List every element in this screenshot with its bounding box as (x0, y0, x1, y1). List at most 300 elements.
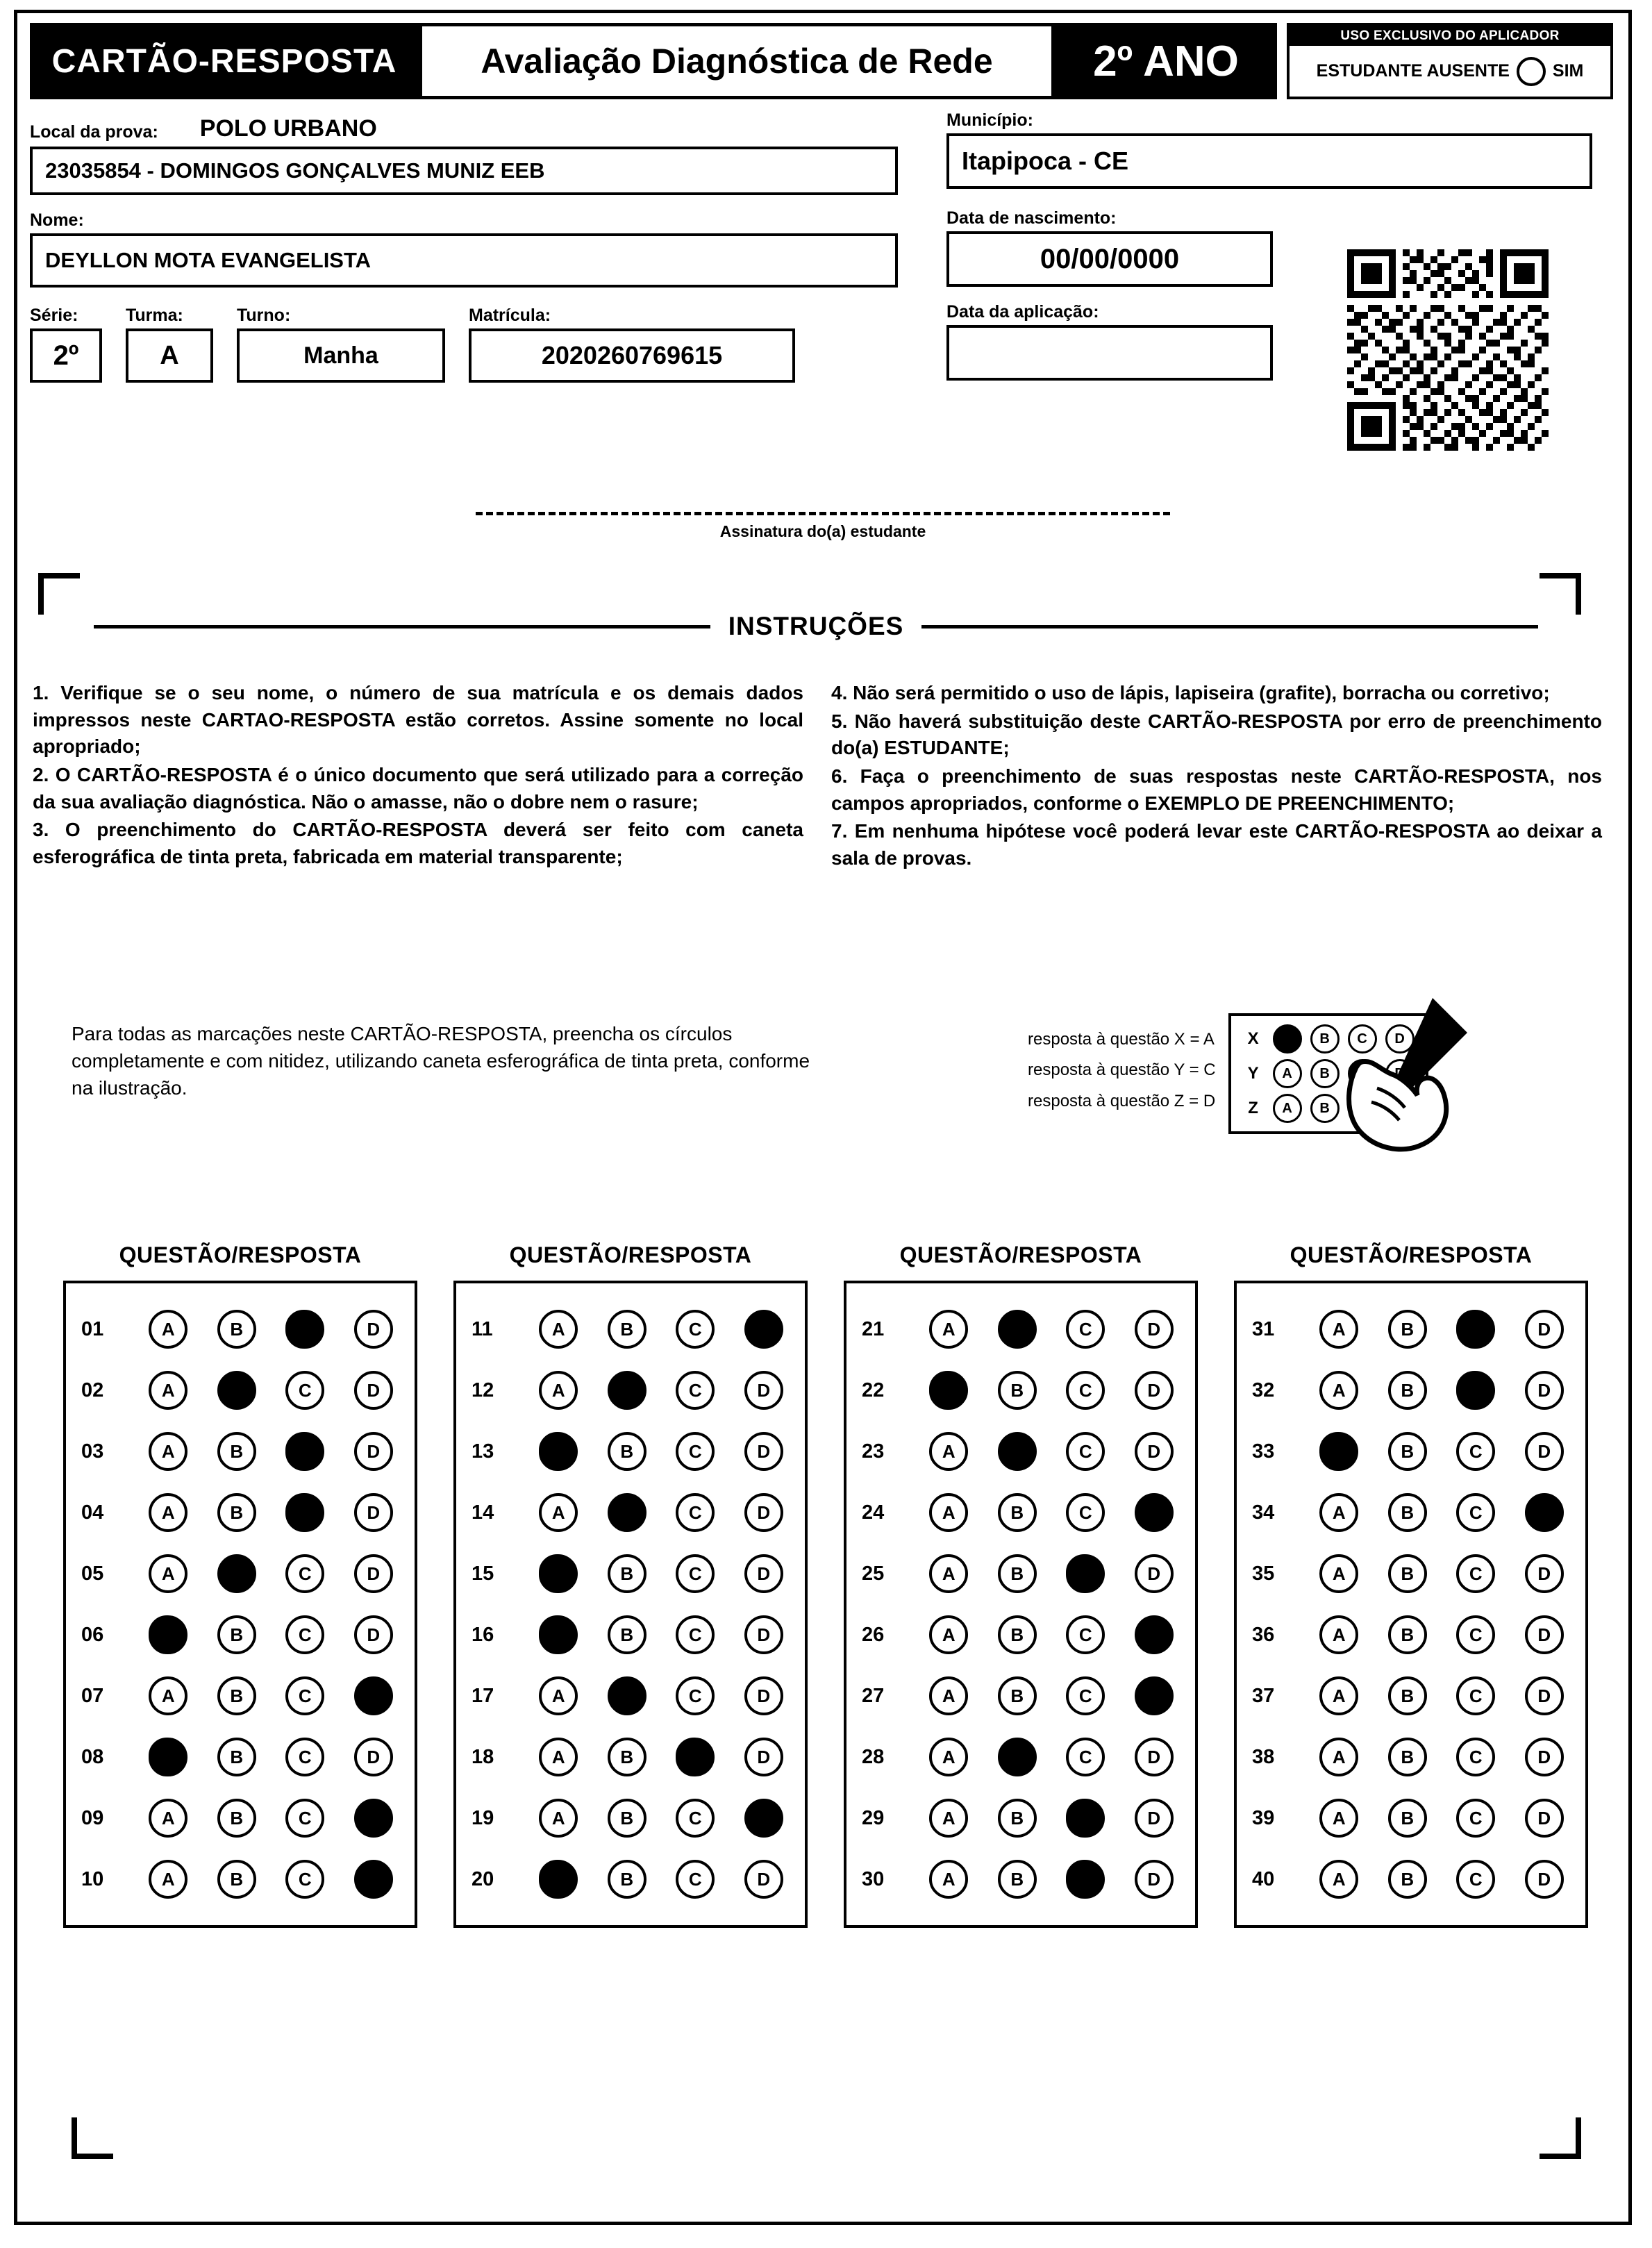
option-a[interactable]: A (539, 1371, 578, 1410)
option-c[interactable] (676, 1738, 715, 1776)
absent-yes-bubble[interactable] (1517, 57, 1546, 86)
answer-column-4 (1216, 1242, 1606, 1928)
matricula-field: 2020260769615 (469, 328, 795, 383)
table-row (1244, 1665, 1578, 1726)
option-a[interactable]: A (929, 1738, 968, 1776)
option-d[interactable]: D (1525, 1432, 1564, 1471)
option-d[interactable] (354, 1676, 393, 1715)
option-b[interactable]: B (217, 1860, 256, 1899)
option-c[interactable]: C (676, 1860, 715, 1899)
question-number: 02 (81, 1379, 104, 1401)
option-c[interactable]: C (1066, 1615, 1105, 1654)
option-a[interactable]: A (929, 1799, 968, 1838)
option-c[interactable] (1066, 1554, 1105, 1593)
serie-cell (30, 306, 102, 383)
option-a[interactable]: A (929, 1432, 968, 1471)
turno-cell (237, 306, 445, 383)
option-c[interactable]: C (676, 1371, 715, 1410)
option-d[interactable]: D (1525, 1738, 1564, 1776)
filling-note: Para todas as marcações neste CARTÃO-RESPOSTA, preencha os círculos completamente e com nitidez, utilizando caneta esferográfica de tinta preta, conforme na ilustração. (72, 1023, 810, 1099)
table-row (73, 1543, 408, 1604)
option-b[interactable]: B (608, 1432, 646, 1471)
option-group (1305, 1799, 1578, 1838)
option-b[interactable] (998, 1310, 1037, 1349)
option-group (1305, 1676, 1578, 1715)
option-c[interactable]: C (1066, 1493, 1105, 1532)
instructions-title: INSTRUÇÕES (728, 612, 904, 640)
option-b[interactable]: B (217, 1432, 256, 1471)
option-b[interactable]: B (1388, 1554, 1427, 1593)
option-group (134, 1860, 408, 1899)
option-d[interactable] (744, 1799, 783, 1838)
option-b[interactable]: B (1388, 1676, 1427, 1715)
filling-example (1028, 1013, 1555, 1134)
option-d[interactable]: D (1135, 1799, 1174, 1838)
question-number: 22 (862, 1379, 885, 1401)
example-legend-line: resposta à questão Y = C (1028, 1060, 1216, 1080)
example-row-label: Y (1247, 1064, 1259, 1083)
answer-column-title: QUESTÃO/RESPOSTA (119, 1242, 362, 1267)
table-row (1244, 1604, 1578, 1665)
option-c[interactable]: C (285, 1615, 324, 1654)
option-d[interactable]: D (1525, 1371, 1564, 1410)
table-row (73, 1726, 408, 1788)
option-b[interactable] (608, 1676, 646, 1715)
registration-mark-top-left (38, 573, 80, 615)
option-d[interactable]: D (354, 1432, 393, 1471)
question-number: 18 (472, 1745, 494, 1768)
local-label: Local da prova: (30, 122, 158, 142)
option-d[interactable]: D (1135, 1371, 1174, 1410)
option-b[interactable]: B (1388, 1371, 1427, 1410)
table-row (1244, 1299, 1578, 1360)
example-legend (1028, 1013, 1216, 1117)
option-c[interactable]: C (1456, 1676, 1495, 1715)
option-group (1305, 1554, 1578, 1593)
applicator-box (1287, 23, 1613, 99)
option-d[interactable]: D (744, 1432, 783, 1471)
option-group (915, 1799, 1188, 1838)
answer-card-sheet (14, 10, 1632, 2225)
option-b[interactable]: B (1388, 1310, 1427, 1349)
table-row (853, 1421, 1188, 1482)
option-b[interactable]: B (217, 1738, 256, 1776)
option-c[interactable] (1456, 1371, 1495, 1410)
option-c[interactable]: C (676, 1799, 715, 1838)
option-a[interactable]: A (149, 1493, 187, 1532)
option-c[interactable]: C (285, 1738, 324, 1776)
option-b[interactable]: B (998, 1371, 1037, 1410)
option-c[interactable]: C (1456, 1432, 1495, 1471)
option-a[interactable]: A (149, 1799, 187, 1838)
option-a[interactable] (539, 1860, 578, 1899)
question-number: 39 (1252, 1806, 1275, 1829)
option-d[interactable]: D (1135, 1310, 1174, 1349)
option-a[interactable] (149, 1738, 187, 1776)
table-row (73, 1849, 408, 1910)
example-bubble-b: B (1310, 1094, 1340, 1123)
question-number: 28 (862, 1745, 885, 1768)
question-number: 20 (472, 1867, 494, 1890)
option-a[interactable] (929, 1371, 968, 1410)
option-c[interactable]: C (676, 1310, 715, 1349)
option-a[interactable]: A (539, 1310, 578, 1349)
option-b[interactable]: B (998, 1860, 1037, 1899)
card-type-label: CARTÃO-RESPOSTA (30, 23, 419, 99)
option-group (524, 1738, 798, 1776)
option-group (524, 1371, 798, 1410)
option-d[interactable]: D (744, 1615, 783, 1654)
option-c[interactable] (285, 1432, 324, 1471)
option-group (524, 1432, 798, 1471)
option-d[interactable]: D (1525, 1860, 1564, 1899)
question-number: 13 (472, 1440, 494, 1463)
option-a[interactable]: A (929, 1615, 968, 1654)
option-group (1305, 1432, 1578, 1471)
question-number: 27 (862, 1684, 885, 1707)
option-b[interactable]: B (1388, 1860, 1427, 1899)
option-a[interactable]: A (149, 1432, 187, 1471)
option-c[interactable] (285, 1493, 324, 1532)
option-a[interactable] (149, 1615, 187, 1654)
option-b[interactable]: B (998, 1615, 1037, 1654)
option-b[interactable]: B (1388, 1615, 1427, 1654)
option-d[interactable]: D (354, 1554, 393, 1593)
option-b[interactable]: B (1388, 1493, 1427, 1532)
option-a[interactable]: A (1319, 1554, 1358, 1593)
qr-code (1347, 249, 1549, 451)
option-a[interactable]: A (1319, 1799, 1358, 1838)
table-row (853, 1788, 1188, 1849)
hand-with-pen-icon (1328, 991, 1488, 1165)
question-number: 14 (472, 1501, 494, 1524)
option-c[interactable]: C (285, 1799, 324, 1838)
option-a[interactable]: A (929, 1310, 968, 1349)
option-d[interactable]: D (1135, 1860, 1174, 1899)
option-d[interactable]: D (744, 1676, 783, 1715)
option-c[interactable]: C (1456, 1799, 1495, 1838)
aplicacao-field (946, 325, 1273, 381)
turno-field: Manha (237, 328, 445, 383)
option-d[interactable]: D (1135, 1432, 1174, 1471)
option-b[interactable]: B (998, 1493, 1037, 1532)
option-group (134, 1615, 408, 1654)
option-d[interactable]: D (354, 1493, 393, 1532)
question-number: 04 (81, 1501, 104, 1524)
option-a[interactable]: A (929, 1493, 968, 1532)
option-a[interactable] (539, 1554, 578, 1593)
option-group (134, 1493, 408, 1532)
option-b[interactable]: B (217, 1799, 256, 1838)
option-group (134, 1799, 408, 1838)
table-row (463, 1726, 798, 1788)
option-a[interactable]: A (149, 1676, 187, 1715)
option-b[interactable] (998, 1432, 1037, 1471)
option-d[interactable]: D (744, 1554, 783, 1593)
option-a[interactable]: A (1319, 1615, 1358, 1654)
option-a[interactable]: A (1319, 1676, 1358, 1715)
option-group (134, 1432, 408, 1471)
option-a[interactable]: A (1319, 1493, 1358, 1532)
table-row (853, 1726, 1188, 1788)
option-b[interactable]: B (217, 1493, 256, 1532)
table-row (463, 1299, 798, 1360)
instruction-item: 5. Não haverá substituição deste CARTÃO-RESPOSTA por erro de preenchimento do(a) ESTUDANTE; (831, 710, 1602, 759)
option-a[interactable]: A (539, 1738, 578, 1776)
municipio-label: Município: (946, 110, 1033, 130)
table-row (463, 1360, 798, 1421)
option-c[interactable]: C (1066, 1432, 1105, 1471)
option-d[interactable]: D (1135, 1554, 1174, 1593)
example-legend-line: resposta à questão Z = D (1028, 1091, 1216, 1110)
table-row (1244, 1360, 1578, 1421)
option-b[interactable]: B (217, 1676, 256, 1715)
option-d[interactable]: D (354, 1371, 393, 1410)
instructions-right-column (831, 680, 1602, 873)
question-number: 34 (1252, 1501, 1275, 1524)
option-a[interactable]: A (539, 1676, 578, 1715)
answer-box (63, 1281, 417, 1928)
instruction-item: 7. Em nenhuma hipótese você poderá levar este CARTÃO-RESPOSTA ao deixar a sala de provas. (831, 820, 1602, 869)
option-d[interactable] (1525, 1493, 1564, 1532)
option-a[interactable]: A (149, 1554, 187, 1593)
option-b[interactable] (608, 1493, 646, 1532)
question-number: 38 (1252, 1745, 1275, 1768)
option-group (134, 1310, 408, 1349)
exam-title: Avaliação Diagnóstica de Rede (419, 23, 1055, 99)
table-row (73, 1665, 408, 1726)
answer-column-title: QUESTÃO/RESPOSTA (509, 1242, 752, 1267)
table-row (463, 1788, 798, 1849)
instruction-item: 4. Não será permitido o uso de lápis, lapiseira (grafite), borracha ou corretivo; (831, 682, 1550, 703)
option-c[interactable]: C (676, 1554, 715, 1593)
option-a[interactable]: A (149, 1860, 187, 1899)
option-d[interactable] (1135, 1615, 1174, 1654)
option-b[interactable]: B (1388, 1432, 1427, 1471)
question-number: 35 (1252, 1562, 1275, 1585)
meta-row (30, 306, 926, 383)
polo-value: POLO URBANO (199, 115, 377, 142)
option-a[interactable]: A (1319, 1860, 1358, 1899)
option-d[interactable] (354, 1860, 393, 1899)
option-b[interactable]: B (998, 1676, 1037, 1715)
option-d[interactable]: D (354, 1615, 393, 1654)
option-group (1305, 1371, 1578, 1410)
option-b[interactable]: B (1388, 1799, 1427, 1838)
option-group (524, 1554, 798, 1593)
option-d[interactable] (1135, 1493, 1174, 1532)
option-a[interactable] (1319, 1432, 1358, 1471)
question-number: 29 (862, 1806, 885, 1829)
option-d[interactable]: D (1525, 1615, 1564, 1654)
question-number: 37 (1252, 1684, 1275, 1707)
question-number: 16 (472, 1623, 494, 1646)
option-group (1305, 1615, 1578, 1654)
option-group (915, 1371, 1188, 1410)
option-b[interactable]: B (217, 1615, 256, 1654)
registration-mark-bottom-right (1540, 2117, 1581, 2159)
question-number: 08 (81, 1745, 104, 1768)
option-d[interactable]: D (744, 1493, 783, 1532)
example-bubble-d: D (1385, 1024, 1415, 1054)
option-d[interactable]: D (744, 1371, 783, 1410)
option-c[interactable]: C (1066, 1738, 1105, 1776)
table-row (463, 1543, 798, 1604)
option-group (915, 1860, 1188, 1899)
student-name-field: DEYLLON MOTA EVANGELISTA (30, 233, 898, 288)
option-b[interactable]: B (608, 1738, 646, 1776)
option-c[interactable]: C (1066, 1676, 1105, 1715)
signature-label: Assinatura do(a) estudante (719, 522, 926, 540)
table-row (853, 1360, 1188, 1421)
option-d[interactable] (354, 1799, 393, 1838)
option-a[interactable]: A (929, 1554, 968, 1593)
option-c[interactable] (1066, 1860, 1105, 1899)
instructions-left-column (33, 680, 803, 873)
option-a[interactable] (539, 1432, 578, 1471)
table-row (73, 1299, 408, 1360)
option-a[interactable]: A (1319, 1371, 1358, 1410)
option-d[interactable]: D (354, 1738, 393, 1776)
option-c[interactable]: C (1066, 1371, 1105, 1410)
option-c[interactable]: C (1456, 1860, 1495, 1899)
table-row (73, 1421, 408, 1482)
option-a[interactable]: A (149, 1310, 187, 1349)
option-d[interactable]: D (1525, 1310, 1564, 1349)
example-bubble-b: B (1310, 1059, 1340, 1088)
table-row (1244, 1726, 1578, 1788)
signature-area (476, 512, 1170, 541)
table-row (853, 1543, 1188, 1604)
instructions-columns (33, 680, 1609, 873)
instructions-header (94, 612, 1538, 641)
answer-box (453, 1281, 808, 1928)
option-group (1305, 1493, 1578, 1532)
option-d[interactable]: D (354, 1310, 393, 1349)
question-number: 24 (862, 1501, 885, 1524)
option-c[interactable]: C (1456, 1615, 1495, 1654)
option-b[interactable]: B (217, 1310, 256, 1349)
table-row (73, 1788, 408, 1849)
question-number: 12 (472, 1379, 494, 1401)
local-row (30, 110, 926, 142)
option-c[interactable]: C (285, 1860, 324, 1899)
question-number: 30 (862, 1867, 885, 1890)
option-group (915, 1493, 1188, 1532)
question-number: 33 (1252, 1440, 1275, 1463)
option-c[interactable] (1456, 1310, 1495, 1349)
option-c[interactable]: C (1456, 1738, 1495, 1776)
option-c[interactable]: C (285, 1554, 324, 1593)
option-d[interactable] (1135, 1676, 1174, 1715)
option-d[interactable]: D (744, 1860, 783, 1899)
option-a[interactable]: A (1319, 1738, 1358, 1776)
option-b[interactable] (998, 1738, 1037, 1776)
table-row (853, 1299, 1188, 1360)
option-c[interactable]: C (1456, 1493, 1495, 1532)
header-bar (30, 23, 1613, 99)
option-b[interactable]: B (998, 1799, 1037, 1838)
instructions-rule-left (94, 625, 710, 628)
option-d[interactable]: D (1525, 1676, 1564, 1715)
option-a[interactable]: A (929, 1676, 968, 1715)
option-c[interactable]: C (676, 1676, 715, 1715)
option-b[interactable] (608, 1371, 646, 1410)
option-group (524, 1615, 798, 1654)
option-d[interactable] (744, 1310, 783, 1349)
option-d[interactable]: D (1525, 1554, 1564, 1593)
option-c[interactable]: C (1456, 1554, 1495, 1593)
option-d[interactable]: D (1525, 1799, 1564, 1838)
option-c[interactable]: C (676, 1615, 715, 1654)
option-c[interactable]: C (285, 1676, 324, 1715)
option-b[interactable]: B (608, 1310, 646, 1349)
question-number: 01 (81, 1317, 104, 1340)
option-c[interactable]: C (285, 1371, 324, 1410)
aplicacao-label: Data da aplicação: (946, 302, 1099, 322)
option-b[interactable] (217, 1554, 256, 1593)
option-c[interactable]: C (676, 1432, 715, 1471)
option-a[interactable]: A (539, 1493, 578, 1532)
municipio-field: Itapipoca - CE (946, 133, 1592, 189)
option-b[interactable] (217, 1371, 256, 1410)
option-c[interactable]: C (676, 1493, 715, 1532)
option-a[interactable]: A (1319, 1310, 1358, 1349)
table-row (73, 1604, 408, 1665)
table-row (853, 1604, 1188, 1665)
example-bubble-a (1273, 1024, 1302, 1054)
table-row (463, 1849, 798, 1910)
option-d[interactable]: D (744, 1738, 783, 1776)
question-number: 11 (472, 1317, 493, 1340)
matricula-cell (469, 306, 795, 383)
option-a[interactable]: A (539, 1799, 578, 1838)
option-b[interactable]: B (1388, 1738, 1427, 1776)
instruction-item: 6. Faça o preenchimento de suas respostas neste CARTÃO-RESPOSTA, nos campos apropriados, conforme o EXEMPLO DE PREENCHIMENTO; (831, 765, 1602, 814)
option-b[interactable]: B (998, 1554, 1037, 1593)
option-group (524, 1310, 798, 1349)
option-a[interactable]: A (149, 1371, 187, 1410)
absent-label: ESTUDANTE AUSENTE (1316, 61, 1510, 81)
nascimento-label: Data de nascimento: (946, 208, 1117, 228)
option-d[interactable]: D (1135, 1738, 1174, 1776)
question-number: 25 (862, 1562, 885, 1585)
option-b[interactable]: B (608, 1615, 646, 1654)
question-number: 10 (81, 1867, 104, 1890)
table-row (73, 1360, 408, 1421)
option-c[interactable] (285, 1310, 324, 1349)
option-group (524, 1493, 798, 1532)
question-number: 26 (862, 1623, 885, 1646)
instruction-item: 1. Verifique se o seu nome, o número de sua matrícula e os demais dados impressos neste CARTAO-RESPOSTA estão corretos. Assine somente no local apropriado; (33, 682, 803, 758)
signature-line[interactable] (476, 512, 1170, 515)
question-number: 21 (862, 1317, 885, 1340)
option-b[interactable]: B (608, 1554, 646, 1593)
option-group (134, 1554, 408, 1593)
option-a[interactable] (539, 1615, 578, 1654)
school-field: 23035854 - DOMINGOS GONÇALVES MUNIZ EEB (30, 147, 898, 195)
option-group (1305, 1860, 1578, 1899)
option-c[interactable]: C (1066, 1310, 1105, 1349)
table-row (463, 1482, 798, 1543)
option-a[interactable]: A (929, 1860, 968, 1899)
option-b[interactable]: B (608, 1860, 646, 1899)
option-b[interactable]: B (608, 1799, 646, 1838)
option-c[interactable] (1066, 1799, 1105, 1838)
option-group (915, 1676, 1188, 1715)
example-row-label: X (1247, 1029, 1259, 1048)
table-row (73, 1482, 408, 1543)
